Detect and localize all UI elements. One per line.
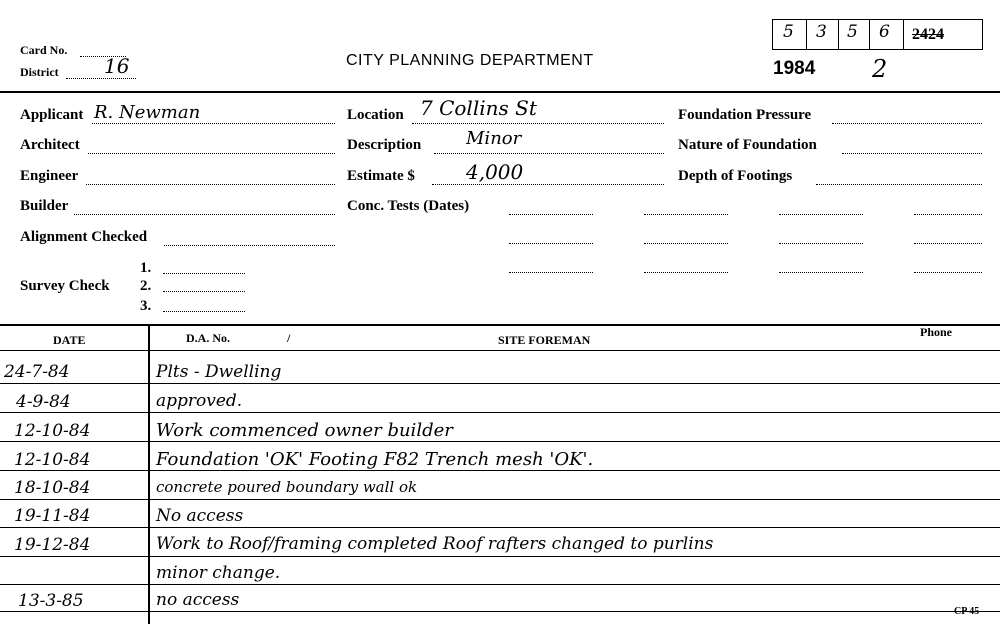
description-line <box>434 153 664 154</box>
row-entry: no access <box>156 590 240 610</box>
survey-line-2 <box>163 291 245 292</box>
row-entry: approved. <box>156 391 243 411</box>
table-header-border <box>0 350 1000 351</box>
table-top-border <box>0 324 1000 326</box>
row-date: 24-7-84 <box>4 362 70 382</box>
conc-test-line <box>644 214 728 215</box>
box-divider <box>903 19 904 50</box>
row-line <box>0 470 1000 471</box>
estimate-line <box>432 184 664 185</box>
col-da-header: D.A. No. <box>186 331 230 345</box>
row-line <box>0 527 1000 528</box>
location-value: 7 Collins St <box>420 96 537 120</box>
row-entry: Foundation 'OK' Footing F82 Trench mesh 'OK'. <box>156 449 594 470</box>
conc-test-line <box>914 243 982 244</box>
engineer-line <box>86 184 335 185</box>
conc-test-line <box>644 272 728 273</box>
row-date: 19-11-84 <box>14 506 91 526</box>
row-date: 19-12-84 <box>14 535 91 555</box>
conc-test-line <box>779 214 863 215</box>
row-line <box>0 584 1000 585</box>
survey-line-3 <box>163 311 245 312</box>
year-note: 2 <box>872 55 888 83</box>
survey-item-1: 1. <box>140 260 152 276</box>
box-divider <box>806 19 807 50</box>
location-label: Location <box>347 107 404 123</box>
district-value: 16 <box>104 54 130 78</box>
number-digit-3: 5 <box>847 22 858 42</box>
estimate-label: Estimate $ <box>347 168 415 184</box>
row-date: 18-10-84 <box>14 478 91 498</box>
number-digit-1: 5 <box>783 22 794 42</box>
box-divider <box>838 19 839 50</box>
row-line <box>0 611 1000 612</box>
architect-line <box>88 153 335 154</box>
conc-test-line <box>509 243 593 244</box>
row-date: 4-9-84 <box>16 392 71 412</box>
card-no-label: Card No. <box>20 43 68 57</box>
year: 1984 <box>773 58 816 79</box>
survey-check-label: Survey Check <box>20 278 110 294</box>
col-da-slash: / <box>287 331 291 345</box>
row-entry: Plts - Dwelling <box>156 362 282 382</box>
col-site-foreman-header: SITE FOREMAN <box>498 333 591 347</box>
department-title: CITY PLANNING DEPARTMENT <box>346 52 594 69</box>
district-label: District <box>20 65 59 79</box>
row-line <box>0 441 1000 442</box>
date-column-divider <box>148 324 150 624</box>
depth-of-footings-label: Depth of Footings <box>678 168 793 184</box>
builder-line <box>74 214 335 215</box>
survey-line-1 <box>163 273 245 274</box>
conc-test-line <box>779 272 863 273</box>
form-code: CP 45 <box>954 606 980 617</box>
architect-label: Architect <box>20 137 80 153</box>
conc-tests-label: Conc. Tests (Dates) <box>347 198 470 214</box>
number-stamped: 2424 <box>912 26 944 43</box>
conc-test-line <box>644 243 728 244</box>
alignment-line <box>164 245 335 246</box>
conc-test-line <box>914 272 982 273</box>
depth-of-footings-line <box>816 184 982 185</box>
row-date: 12-10-84 <box>14 450 91 470</box>
survey-item-3: 3. <box>140 298 152 314</box>
box-divider <box>869 19 870 50</box>
foundation-pressure-line <box>832 123 982 124</box>
applicant-label: Applicant <box>20 107 84 123</box>
conc-test-line <box>509 272 593 273</box>
row-entry: Work commenced owner builder <box>156 420 453 441</box>
row-entry: minor change. <box>156 563 281 583</box>
header-divider <box>0 91 1000 93</box>
conc-test-line <box>779 243 863 244</box>
survey-item-2: 2. <box>140 278 152 294</box>
row-line <box>0 383 1000 384</box>
estimate-value: 4,000 <box>466 160 524 184</box>
location-line <box>412 123 664 124</box>
foundation-pressure-label: Foundation Pressure <box>678 107 812 123</box>
applicant-line <box>92 123 335 124</box>
description-value: Minor <box>466 128 522 149</box>
conc-test-line <box>914 214 982 215</box>
row-date: 12-10-84 <box>14 421 91 441</box>
number-digit-2: 3 <box>816 22 827 42</box>
alignment-label: Alignment Checked <box>20 229 148 245</box>
col-phone-header: Phone <box>920 325 953 339</box>
row-line <box>0 556 1000 557</box>
conc-test-line <box>509 214 593 215</box>
row-entry: No access <box>156 506 244 526</box>
district-line <box>66 78 136 79</box>
card-number-box <box>772 19 983 50</box>
row-line <box>0 499 1000 500</box>
number-digit-4: 6 <box>879 22 890 42</box>
row-entry: Work to Roof/framing completed Roof rafters changed to purlins <box>156 534 714 554</box>
col-date-header: DATE <box>53 333 86 347</box>
nature-of-foundation-label: Nature of Foundation <box>678 137 817 153</box>
engineer-label: Engineer <box>20 168 79 184</box>
row-entry: concrete poured boundary wall ok <box>156 478 418 496</box>
nature-of-foundation-line <box>842 153 982 154</box>
builder-label: Builder <box>20 198 69 214</box>
row-line <box>0 412 1000 413</box>
row-date: 13-3-85 <box>18 591 84 611</box>
description-label: Description <box>347 137 422 153</box>
applicant-value: R. Newman <box>94 102 201 123</box>
